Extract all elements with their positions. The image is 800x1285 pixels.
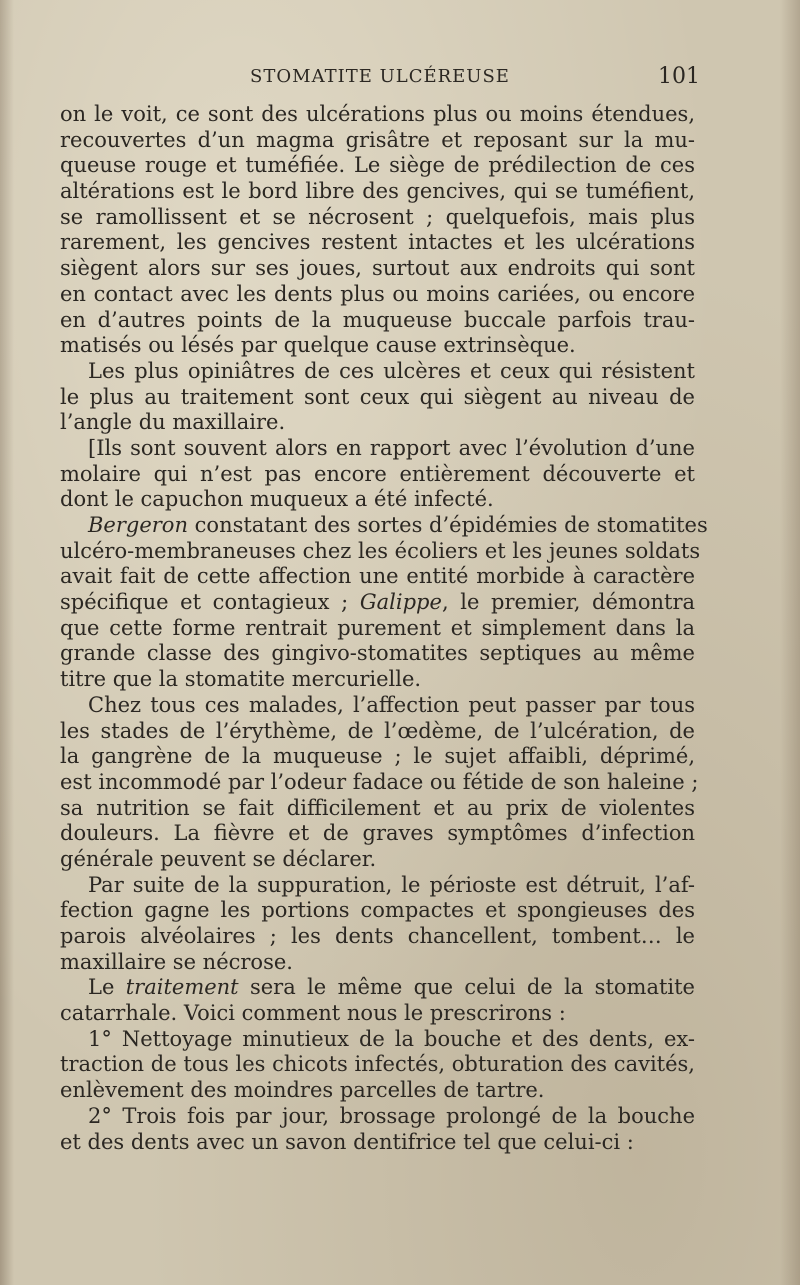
- text-line: titre que la stomatite mercurielle.: [60, 667, 422, 692]
- text-line: 2° Trois fois par jour, brossage prolongé de la bouche: [88, 1103, 695, 1128]
- text-line: parois alvéolaires ; les dents chancellent, tombent… le: [60, 924, 695, 948]
- text-line: traction de tous les chicots infectés, obturation des cavités,: [60, 1052, 695, 1077]
- text-line: altérations est le bord libre des gencives, qui se tuméfient,: [60, 179, 695, 204]
- text-line: Les plus opiniâtres de ces ulcères et ceux qui résistent: [88, 358, 695, 383]
- text-line: [Ils sont souvent alors en rapport avec l’évolution d’une: [88, 435, 695, 460]
- author-name: Galippe: [359, 590, 442, 615]
- text-line: générale peuvent se déclarer.: [60, 846, 377, 871]
- text-line: molaire qui n’est pas encore entièrement découverte et: [60, 461, 695, 486]
- text-line: spécifique et contagieux ; Galippe, le premier, démontra: [60, 590, 696, 615]
- text-line: dont le capuchon muqueux a été infecté.: [60, 487, 494, 512]
- text-line: en d’autres points de la muqueuse buccale parfois trau-: [60, 307, 695, 332]
- text-line: maxillaire se nécrose.: [60, 949, 293, 974]
- text-line: enlèvement des moindres parcelles de tartre.: [60, 1078, 545, 1103]
- emphasis-text: traitement: [125, 975, 239, 1000]
- text-line: Le traitement sera le même que celui de la stomatite: [88, 975, 695, 1000]
- text-line: Chez tous ces malades, l’affection peut passer par tous: [88, 692, 695, 717]
- text-line: fection gagne les portions compactes et spongieuses des: [60, 898, 695, 923]
- text-line: et des dents avec un savon dentifrice tel que celui-ci :: [60, 1129, 634, 1154]
- text-line: Par suite de la suppuration, le périoste est détruit, l’af-: [88, 872, 695, 897]
- text-line: matisés ou lésés par quelque cause extrinsèque.: [60, 333, 576, 358]
- text-line: la gangrène de la muqueuse ; le sujet affaibli, déprimé,: [60, 744, 695, 769]
- text-line: que cette forme rentrait purement et simplement dans la: [60, 615, 695, 640]
- text-line: Bergeron constatant des sortes d’épidémies de stomatites: [88, 513, 708, 537]
- text-line: sa nutrition se fait difficilement et au prix de violentes: [60, 795, 695, 820]
- author-name: Bergeron: [88, 513, 188, 537]
- running-head: [60, 66, 700, 92]
- text-line: avait fait de cette affection une entité morbide à caractère: [60, 564, 695, 589]
- text-line: en contact avec les dents plus ou moins cariées, ou encore: [60, 281, 695, 306]
- text-line: rarement, les gencives restent intactes et les ulcérations: [60, 230, 695, 255]
- text-line: le plus au traitement sont ceux qui siègent au niveau de: [60, 384, 695, 409]
- text-line: ulcéro-membraneuses chez les écoliers et les jeunes soldats: [60, 538, 701, 563]
- text-line: siègent alors sur ses joues, surtout aux endroits qui sont: [60, 256, 695, 281]
- text-line: est incommodé par l’odeur fadace ou fétide de son haleine ;: [60, 769, 699, 794]
- text-line: recouvertes d’un magma grisâtre et reposant sur la mu-: [60, 127, 695, 152]
- text-line: catarrhale. Voici comment nous le prescrirons :: [60, 1001, 566, 1026]
- text-line: douleurs. La fièvre et de graves symptômes d’infection: [60, 821, 695, 846]
- text-line: grande classe des gingivo-stomatites septiques au même: [60, 641, 695, 666]
- text-line: queuse rouge et tuméfiée. Le siège de prédilection de ces: [60, 153, 695, 178]
- text-line: l’angle du maxillaire.: [60, 410, 286, 435]
- text-line: on le voit, ce sont des ulcérations plus ou moins étendues,: [60, 102, 695, 126]
- chapter-title: STOMATITE ULCÉREUSE: [250, 66, 510, 87]
- text-line: 1° Nettoyage minutieux de la bouche et des dents, ex-: [88, 1026, 695, 1051]
- text-line: se ramollissent et se nécrosent ; quelquefois, mais plus: [60, 204, 695, 229]
- body-text: [60, 102, 708, 1155]
- text-line: les stades de l’érythème, de l’œdème, de l’ulcération, de: [60, 718, 695, 743]
- page-number: 101: [658, 64, 700, 89]
